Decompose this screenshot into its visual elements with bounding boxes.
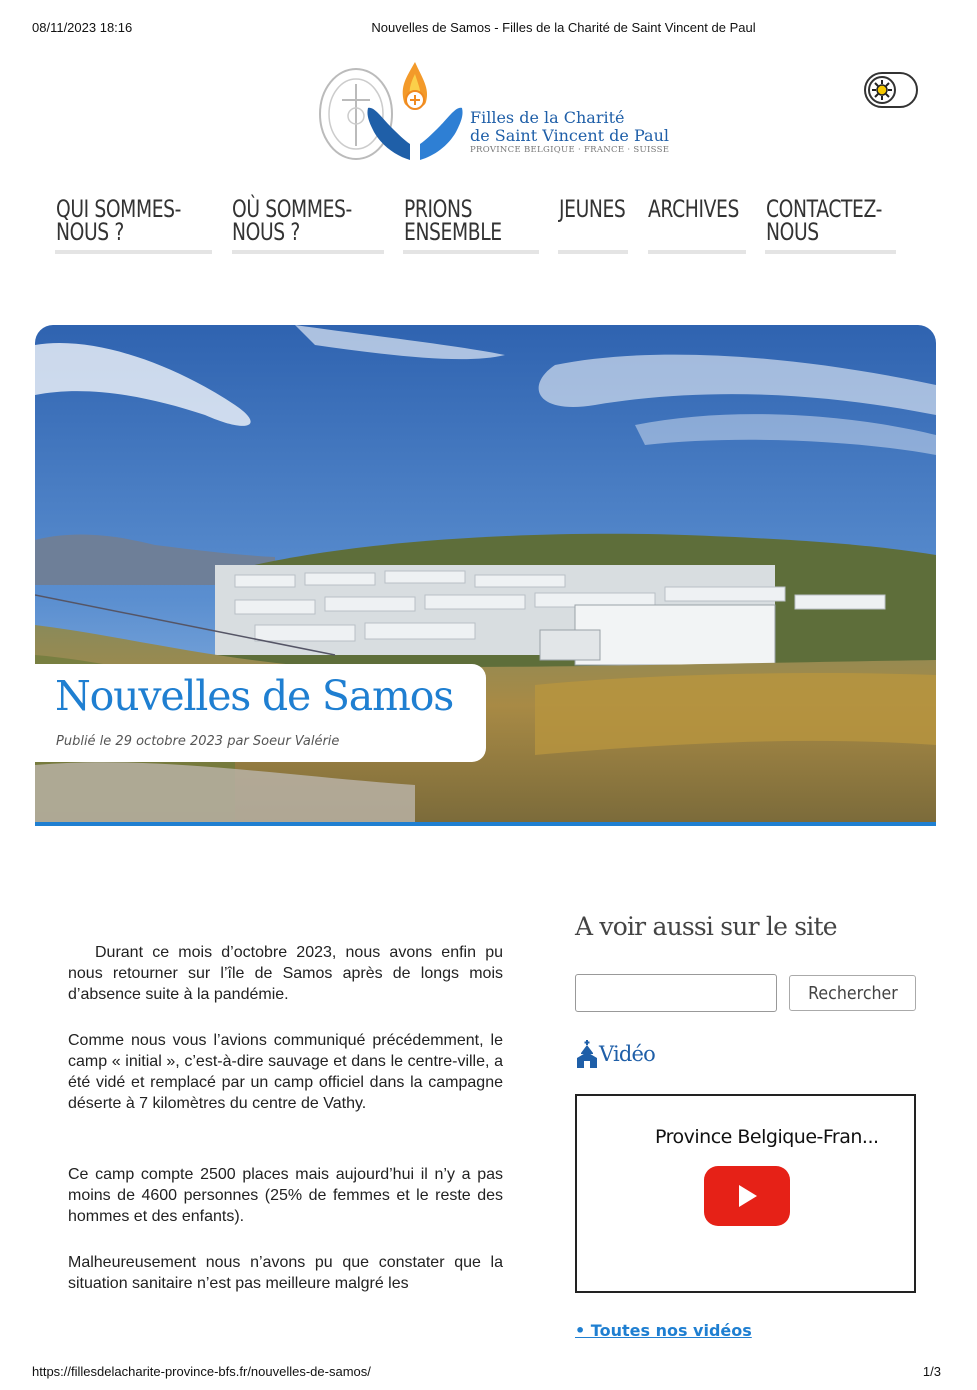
article-paragraph: Durant ce mois d’octobre 2023, nous avons enfin pu nous retourner sur l’île de Samos après de longs mois d’absence suite à la pandémie. <box>68 944 503 1003</box>
article-paragraph: Comme nous vous l’avions communiqué précédemment, le camp « initial », c’est-à-dire sauvage et dans le centre-ville, a été vidé et remplacé par un camp officiel dans la campagne déserte à 7 kilomètres du centre de Vathy. <box>68 1032 503 1112</box>
print-page-number: 1/3 <box>922 1364 941 1379</box>
article-body <box>68 942 503 1319</box>
play-button[interactable] <box>704 1166 790 1226</box>
all-videos-link[interactable]: • Toutes nos vidéos <box>575 1321 752 1340</box>
nav-item-jeunes[interactable]: JEUNES <box>559 195 626 223</box>
sun-icon <box>871 79 893 101</box>
nav-underline <box>403 250 539 254</box>
nav-underline <box>55 250 212 254</box>
video-title[interactable]: Province Belgique-Fran... <box>655 1126 879 1148</box>
hero-accent-bar <box>35 822 936 826</box>
search-button-label: Rechercher <box>807 982 898 1004</box>
print-url: https://fillesdelacharite-province-bfs.fr/nouvelles-de-samos/ <box>32 1364 371 1379</box>
title-card <box>35 664 486 762</box>
nav-underline <box>232 250 384 254</box>
print-datetime: 08/11/2023 18:16 <box>32 20 133 35</box>
video-heading-label: Vidéo <box>599 1042 656 1066</box>
main-nav <box>0 195 977 258</box>
article-paragraph: Ce camp compte 2500 places mais aujourd’hui il n’y a pas moins de 4600 personnes (25% de femmes et le reste des hommes et des enfants). <box>68 1166 503 1225</box>
logo-line-2: de Saint Vincent de Paul <box>470 126 669 145</box>
article-paragraph: Malheureusement nous n’avons pu que constater que la situation sanitaire n’est pas meilleure malgré les <box>68 1254 503 1292</box>
hands-flame-icon <box>360 60 470 164</box>
nav-item-qui-sommes-nous[interactable]: QUI SOMMES- NOUS ? <box>56 195 182 246</box>
nav-underline <box>558 250 628 254</box>
theme-toggle-knob[interactable] <box>868 76 896 104</box>
nav-item-archives[interactable]: ARCHIVES <box>648 195 739 223</box>
post-byline: Publié le 29 octobre 2023 par Soeur Valérie <box>56 734 340 749</box>
nav-underline <box>648 250 746 254</box>
print-page-title: Nouvelles de Samos - Filles de la Charité de Saint Vincent de Paul <box>371 20 756 35</box>
page-title: Nouvelles de Samos <box>55 672 454 720</box>
site-logo[interactable] <box>318 60 670 165</box>
search-button[interactable] <box>789 975 916 1011</box>
church-icon <box>575 1040 599 1068</box>
logo-line-1: Filles de la Charité <box>470 108 625 127</box>
nav-item-ou-sommes-nous[interactable]: OÙ SOMMES- NOUS ? <box>232 195 352 246</box>
nav-item-prions-ensemble[interactable]: PRIONS ENSEMBLE <box>404 195 502 246</box>
play-icon <box>734 1183 760 1209</box>
logo-line-3: PROVINCE BELGIQUE · FRANCE · SUISSE <box>470 145 670 155</box>
sidebar-title: A voir aussi sur le site <box>575 912 837 941</box>
search-input[interactable] <box>575 974 777 1012</box>
nav-item-contactez-nous[interactable]: CONTACTEZ- NOUS <box>766 195 882 246</box>
video-embed[interactable] <box>575 1094 916 1293</box>
video-heading <box>575 1038 655 1070</box>
nav-underline <box>765 250 896 254</box>
theme-toggle[interactable] <box>864 72 918 108</box>
